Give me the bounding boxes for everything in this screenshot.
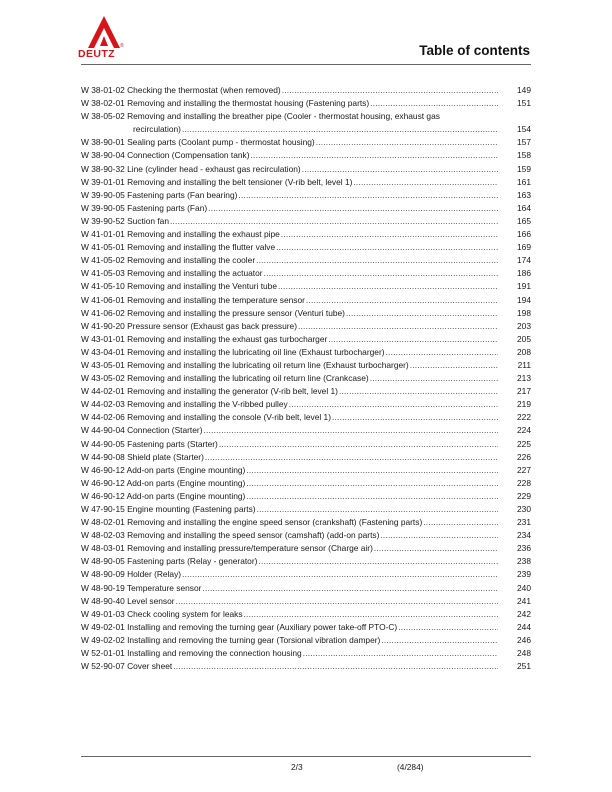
toc-list	[81, 84, 531, 673]
toc-entry-page: 151	[517, 98, 531, 109]
toc-dot-leader	[246, 464, 498, 477]
toc-entry-title: W 39-01-01 Removing and installing the belt tensioner (V-rib belt, level 1)	[81, 176, 353, 187]
toc-entry-title: W 41-90-20 Pressure sensor (Exhaust gas back pressure)	[81, 320, 297, 331]
toc-dot-leader	[370, 372, 498, 385]
toc-entry-title: W 39-90-52 Suction fan	[81, 215, 169, 226]
toc-entry-page: 234	[517, 530, 531, 541]
toc-dot-leader	[246, 477, 498, 490]
toc-entry-title: W 41-06-01 Removing and installing the temperature sensor	[81, 294, 305, 305]
toc-entry-title: W 41-06-02 Removing and installing the pressure sensor (Venturi tube)	[81, 307, 345, 318]
toc-entry-page: 208	[517, 346, 531, 357]
toc-entry-title: W 38-05-02 Removing and installing the breather pipe (Cooler - thermostat housing, exhaust gas	[81, 111, 440, 122]
toc-dot-leader	[381, 634, 498, 647]
toc-dot-leader	[170, 215, 498, 228]
toc-dot-leader	[176, 595, 498, 608]
toc-entry-title: W 44-90-04 Connection (Starter)	[81, 425, 203, 436]
toc-entry[interactable]	[81, 333, 531, 346]
toc-entry-title: W 44-90-05 Fastening parts (Starter)	[81, 438, 218, 449]
toc-entry[interactable]	[81, 110, 531, 123]
toc-dot-leader	[302, 163, 498, 176]
toc-entry[interactable]	[81, 163, 531, 176]
toc-entry-title: W 39-90-05 Fastening parts (Fan)	[81, 202, 208, 213]
toc-dot-leader	[398, 621, 498, 634]
toc-dot-leader	[380, 529, 498, 542]
toc-entry-page: 236	[517, 543, 531, 554]
header-divider	[81, 64, 531, 65]
toc-entry-page: 186	[517, 268, 531, 279]
toc-entry-page: 240	[517, 582, 531, 593]
toc-entry-page: 225	[517, 438, 531, 449]
toc-entry-page: 246	[517, 634, 531, 645]
toc-entry-title: W 44-02-01 Removing and installing the generator (V-rib belt, level 1)	[81, 386, 338, 397]
toc-dot-leader	[204, 424, 499, 437]
toc-dot-leader	[238, 189, 498, 202]
toc-entry-page: 205	[517, 333, 531, 344]
toc-entry-page: 230	[517, 504, 531, 514]
toc-dot-leader	[278, 280, 498, 293]
toc-entry-page: 239	[517, 569, 531, 580]
toc-entry-page: 174	[517, 255, 531, 266]
toc-dot-leader	[264, 267, 498, 280]
toc-entry-page: 242	[517, 608, 531, 619]
toc-entry[interactable]	[81, 660, 531, 673]
toc-entry[interactable]	[81, 280, 531, 293]
toc-entry[interactable]	[81, 97, 531, 110]
toc-entry[interactable]	[81, 634, 531, 647]
toc-entry-title: W 48-90-05 Fastening parts (Relay - generator)	[81, 556, 258, 567]
toc-entry-title: W 39-90-05 Fastening parts (Fan bearing)	[81, 189, 238, 200]
toc-dot-leader	[410, 359, 498, 372]
toc-entry[interactable]	[81, 490, 531, 503]
toc-dot-leader	[182, 123, 498, 136]
toc-entry-page: 238	[517, 556, 531, 567]
toc-dot-leader	[205, 451, 498, 464]
toc-entry-title: recirculation)	[133, 124, 181, 135]
toc-dot-leader	[346, 307, 498, 320]
toc-entry-title: W 41-05-02 Removing and installing the cooler	[81, 255, 256, 266]
toc-dot-leader	[303, 647, 498, 660]
toc-entry[interactable]	[81, 346, 531, 359]
toc-dot-leader	[219, 438, 498, 451]
toc-entry-title: W 44-90-08 Shield plate (Starter)	[81, 451, 204, 462]
toc-entry-page: 164	[517, 202, 531, 213]
toc-entry-page: 251	[517, 661, 531, 672]
toc-entry[interactable]	[81, 608, 531, 621]
toc-entry[interactable]	[81, 555, 531, 568]
toc-dot-leader	[328, 333, 498, 346]
toc-dot-leader	[281, 228, 498, 241]
toc-entry-page: 203	[517, 320, 531, 331]
toc-dot-leader	[256, 254, 498, 267]
toc-dot-leader	[202, 582, 498, 595]
footer-page-number: 2/3	[291, 762, 303, 772]
toc-dot-leader	[316, 136, 498, 149]
toc-entry-page: 229	[517, 490, 531, 501]
toc-entry[interactable]	[81, 464, 531, 477]
toc-entry-page: 224	[517, 425, 531, 436]
toc-dot-leader	[374, 542, 498, 555]
toc-dot-leader	[298, 320, 498, 333]
toc-entry-page: 166	[517, 229, 531, 240]
toc-entry-title: W 49-01-03 Check cooling system for leaks	[81, 608, 243, 619]
toc-entry-page: 169	[517, 242, 531, 253]
toc-entry[interactable]	[81, 359, 531, 372]
toc-entry-page: 217	[517, 386, 531, 397]
toc-entry-title: W 48-90-09 Holder (Relay)	[81, 569, 182, 580]
toc-entry-title: W 41-01-01 Removing and installing the exhaust pipe	[81, 229, 280, 240]
toc-entry[interactable]	[81, 516, 531, 529]
toc-entry-title: W 46-90-12 Add-on parts (Engine mounting)	[81, 464, 246, 475]
toc-dot-leader	[258, 555, 498, 568]
footer-total-pages: (4/284)	[397, 762, 424, 772]
toc-dot-leader	[276, 241, 498, 254]
toc-entry-title: W 48-90-40 Level sensor	[81, 595, 175, 606]
toc-entry-page: 158	[517, 150, 531, 161]
toc-entry-page: 159	[517, 163, 531, 174]
toc-dot-leader	[370, 97, 498, 110]
toc-entry[interactable]	[81, 503, 531, 516]
toc-entry-title: W 44-02-03 Removing and installing the V-ribbed pulley	[81, 399, 288, 410]
toc-entry-page: 211	[517, 359, 531, 370]
toc-entry-title: W 38-90-32 Line (cylinder head - exhaust gas recirculation)	[81, 163, 301, 174]
toc-entry-title: W 43-05-02 Removing and installing the lubricating oil return line (Crankcase)	[81, 373, 369, 384]
toc-entry-page: 163	[517, 189, 531, 200]
toc-dot-leader	[208, 202, 498, 215]
toc-dot-leader	[282, 84, 498, 97]
toc-dot-leader	[332, 411, 498, 424]
toc-entry[interactable]	[81, 647, 531, 660]
toc-entry-title: W 43-05-01 Removing and installing the lubricating oil return line (Exhaust turbocharger)	[81, 359, 409, 370]
toc-entry[interactable]	[81, 529, 531, 542]
toc-entry[interactable]	[81, 438, 531, 451]
toc-entry-page: 165	[517, 215, 531, 226]
toc-entry[interactable]	[81, 385, 531, 398]
toc-entry-page: 228	[517, 477, 531, 488]
toc-entry-page: 226	[517, 451, 531, 462]
toc-entry-title: W 49-02-02 Installing and removing the turning gear (Torsional vibration damper)	[81, 634, 381, 645]
toc-entry[interactable]	[81, 582, 531, 595]
toc-entry[interactable]	[81, 621, 531, 634]
toc-entry[interactable]	[81, 202, 531, 215]
toc-dot-leader	[339, 385, 498, 398]
toc-dot-leader	[423, 516, 498, 529]
toc-entry-title: W 48-03-01 Removing and installing pressure/temperature sensor (Charge air)	[81, 543, 373, 554]
toc-dot-leader	[306, 294, 498, 307]
brand-wordmark: DEUTZ	[78, 48, 115, 60]
toc-entry[interactable]	[81, 411, 531, 424]
toc-entry[interactable]	[81, 149, 531, 162]
page-title: Table of contents	[419, 43, 530, 58]
toc-entry[interactable]	[81, 307, 531, 320]
toc-entry-page: 149	[517, 85, 531, 95]
toc-entry-title: W 41-05-10 Removing and installing the Venturi tube	[81, 281, 277, 292]
toc-dot-leader	[386, 346, 498, 359]
toc-entry-title: W 46-90-12 Add-on parts (Engine mounting)	[81, 477, 246, 488]
toc-entry-title: W 48-90-19 Temperature sensor	[81, 582, 202, 593]
toc-dot-leader	[257, 503, 498, 516]
toc-entry-title: W 41-05-03 Removing and installing the actuator	[81, 268, 263, 279]
toc-entry[interactable]	[81, 215, 531, 228]
toc-entry-page: 231	[517, 517, 531, 528]
toc-entry[interactable]	[81, 267, 531, 280]
toc-entry-page: 161	[517, 176, 531, 187]
toc-dot-leader	[353, 176, 498, 189]
toc-entry-title: W 48-02-03 Removing and installing the speed sensor (camshaft) (add-on parts)	[81, 530, 380, 541]
toc-entry[interactable]	[81, 294, 531, 307]
toc-entry[interactable]	[81, 123, 531, 136]
toc-entry[interactable]	[81, 136, 531, 149]
toc-entry[interactable]	[81, 451, 531, 464]
toc-entry-title: W 48-02-01 Removing and installing the engine speed sensor (crankshaft) (Fastening parts)	[81, 517, 423, 528]
toc-entry[interactable]	[81, 228, 531, 241]
toc-entry[interactable]	[81, 398, 531, 411]
toc-entry-page: 198	[517, 307, 531, 318]
toc-entry-title: W 52-01-01 Installing and removing the connection housing	[81, 648, 302, 659]
toc-entry-title: W 38-01-02 Checking the thermostat (when removed)	[81, 85, 281, 95]
toc-dot-leader	[251, 149, 498, 162]
toc-entry-page: 222	[517, 412, 531, 423]
toc-entry-page: 157	[517, 137, 531, 148]
toc-entry[interactable]	[81, 372, 531, 385]
toc-entry-title: W 43-01-01 Removing and installing the exhaust gas turbocharger	[81, 333, 328, 344]
toc-dot-leader	[182, 568, 498, 581]
toc-entry-title: W 47-90-15 Engine mounting (Fastening parts)	[81, 504, 256, 514]
toc-entry[interactable]	[81, 84, 531, 97]
toc-entry[interactable]	[81, 542, 531, 555]
toc-entry[interactable]	[81, 176, 531, 189]
toc-entry[interactable]	[81, 189, 531, 202]
toc-entry-page: 219	[517, 399, 531, 410]
toc-dot-leader	[289, 398, 498, 411]
toc-entry-page: 248	[517, 648, 531, 659]
toc-entry-page: 241	[517, 595, 531, 606]
toc-entry[interactable]	[81, 254, 531, 267]
toc-entry-page: 154	[517, 124, 531, 135]
toc-dot-leader	[173, 660, 498, 673]
toc-dot-leader	[244, 608, 498, 621]
toc-entry[interactable]	[81, 241, 531, 254]
toc-entry[interactable]	[81, 477, 531, 490]
toc-entry-page: 213	[517, 373, 531, 384]
toc-entry-title: W 43-04-01 Removing and installing the lubricating oil line (Exhaust turbocharger)	[81, 346, 385, 357]
toc-entry-title: W 38-90-01 Sealing parts (Coolant pump - thermostat housing)	[81, 137, 315, 148]
toc-entry-title: W 41-05-01 Removing and installing the flutter valve	[81, 242, 276, 253]
toc-entry-title: W 46-90-12 Add-on parts (Engine mounting)	[81, 490, 246, 501]
toc-entry-title: W 49-02-01 Installing and removing the turning gear (Auxiliary power take-off PTO-C)	[81, 621, 398, 632]
toc-entry[interactable]	[81, 320, 531, 333]
toc-entry-title: W 38-90-04 Connection (Compensation tank)	[81, 150, 250, 161]
toc-entry[interactable]	[81, 568, 531, 581]
toc-entry-page: 227	[517, 464, 531, 475]
toc-entry-page: 244	[517, 621, 531, 632]
toc-entry-title: W 52-90-07 Cover sheet	[81, 661, 173, 672]
footer-divider	[81, 756, 531, 757]
toc-entry-title: W 44-02-06 Removing and installing the console (V-rib belt, level 1)	[81, 412, 331, 423]
toc-entry[interactable]	[81, 424, 531, 437]
registered-mark: ®	[120, 43, 124, 49]
toc-entry-title: W 38-02-01 Removing and installing the thermostat housing (Fastening parts)	[81, 98, 370, 109]
toc-dot-leader	[246, 490, 498, 503]
toc-entry[interactable]	[81, 595, 531, 608]
toc-entry-page: 194	[517, 294, 531, 305]
toc-entry-page: 191	[517, 281, 531, 292]
